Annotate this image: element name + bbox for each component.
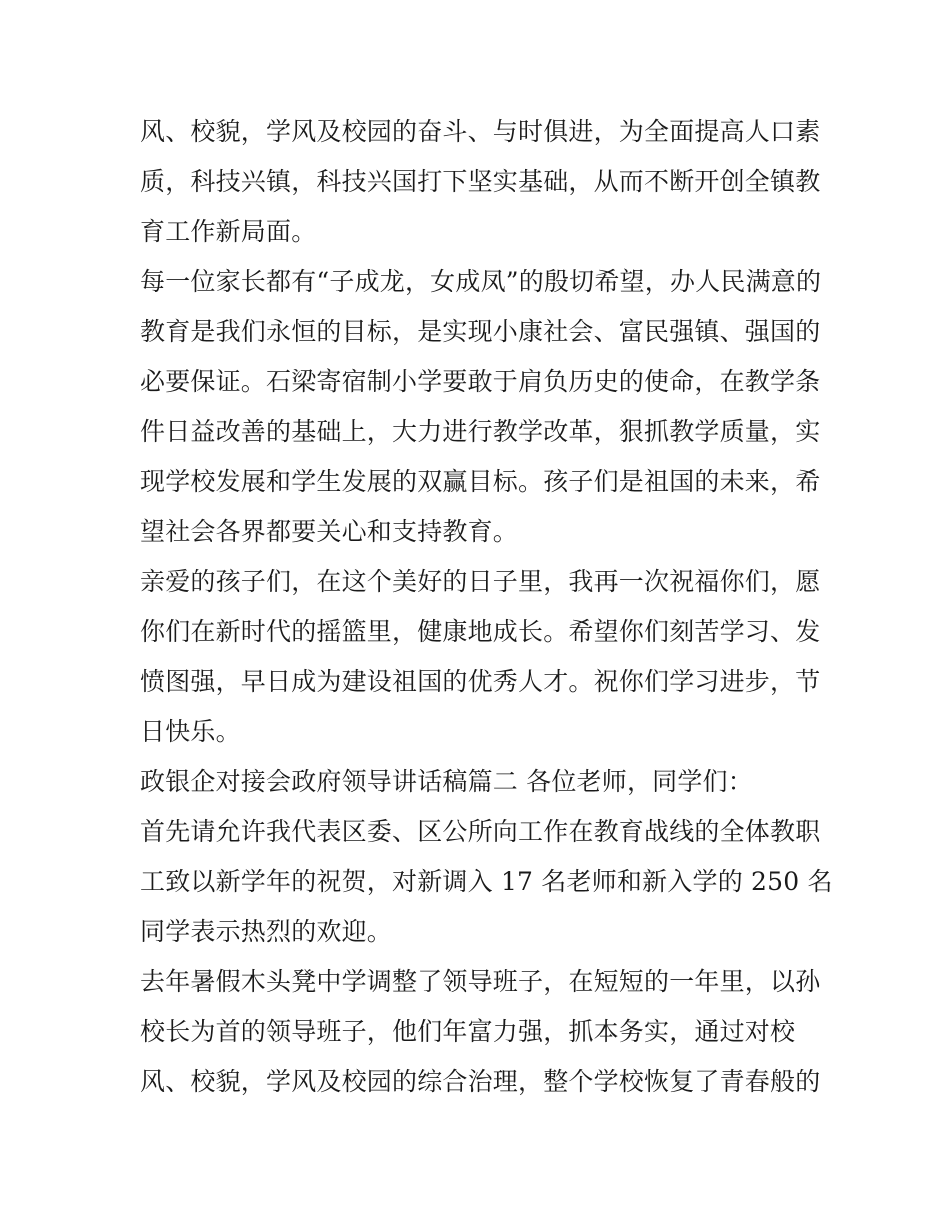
text-line: 望社会各界都要关心和支持教育。 <box>140 517 519 546</box>
text-line: 校长为首的领导班子，他们年富力强，抓本务实，通过对校 <box>140 1017 796 1046</box>
text-line: 去年暑假木头凳中学调整了领导班子，在短短的一年里，以孙 <box>140 967 821 996</box>
section-heading-line: 政银企对接会政府领导讲话稿篇二 各位老师，同学们： <box>140 767 753 796</box>
text-line: 现学校发展和学生发展的双赢目标。孩子们是祖国的未来，希 <box>140 467 821 496</box>
text-line: 育工作新局面。 <box>140 217 317 246</box>
text-line: 同学表示热烈的欢迎。 <box>140 917 393 946</box>
text-line: 教育是我们永恒的目标，是实现小康社会、富民强镇、强国的 <box>140 317 821 346</box>
text-line: 亲爱的孩子们，在这个美好的日子里，我再一次祝福你们，愿 <box>140 567 821 596</box>
text-line: 风、校貌，学风及校园的奋斗、与时俱进，为全面提高人口素 <box>140 117 821 146</box>
text-line: 风、校貌，学风及校园的综合治理，整个学校恢复了青春般的 <box>140 1067 821 1096</box>
text-line: 每一位家长都有“子成龙，女成凤”的殷切希望，办人民满意的 <box>140 267 822 296</box>
text-line: 愤图强，早日成为建设祖国的优秀人才。祝你们学习进步，节 <box>140 667 821 696</box>
text-line: 工致以新学年的祝贺，对新调入 17 名老师和新入学的 250 名 <box>140 867 833 896</box>
text-line: 必要保证。石梁寄宿制小学要敢于肩负历史的使命，在教学条 <box>140 367 821 396</box>
text-line: 你们在新时代的摇篮里，健康地成长。希望你们刻苦学习、发 <box>140 617 821 646</box>
text-line: 件日益改善的基础上，大力进行教学改革，狠抓教学质量，实 <box>140 417 821 446</box>
text-line: 日快乐。 <box>140 717 241 746</box>
text-line: 首先请允许我代表区委、区公所向工作在教育战线的全体教职 <box>140 817 821 846</box>
text-line: 质，科技兴镇，科技兴国打下坚实基础，从而不断开创全镇教 <box>140 167 821 196</box>
